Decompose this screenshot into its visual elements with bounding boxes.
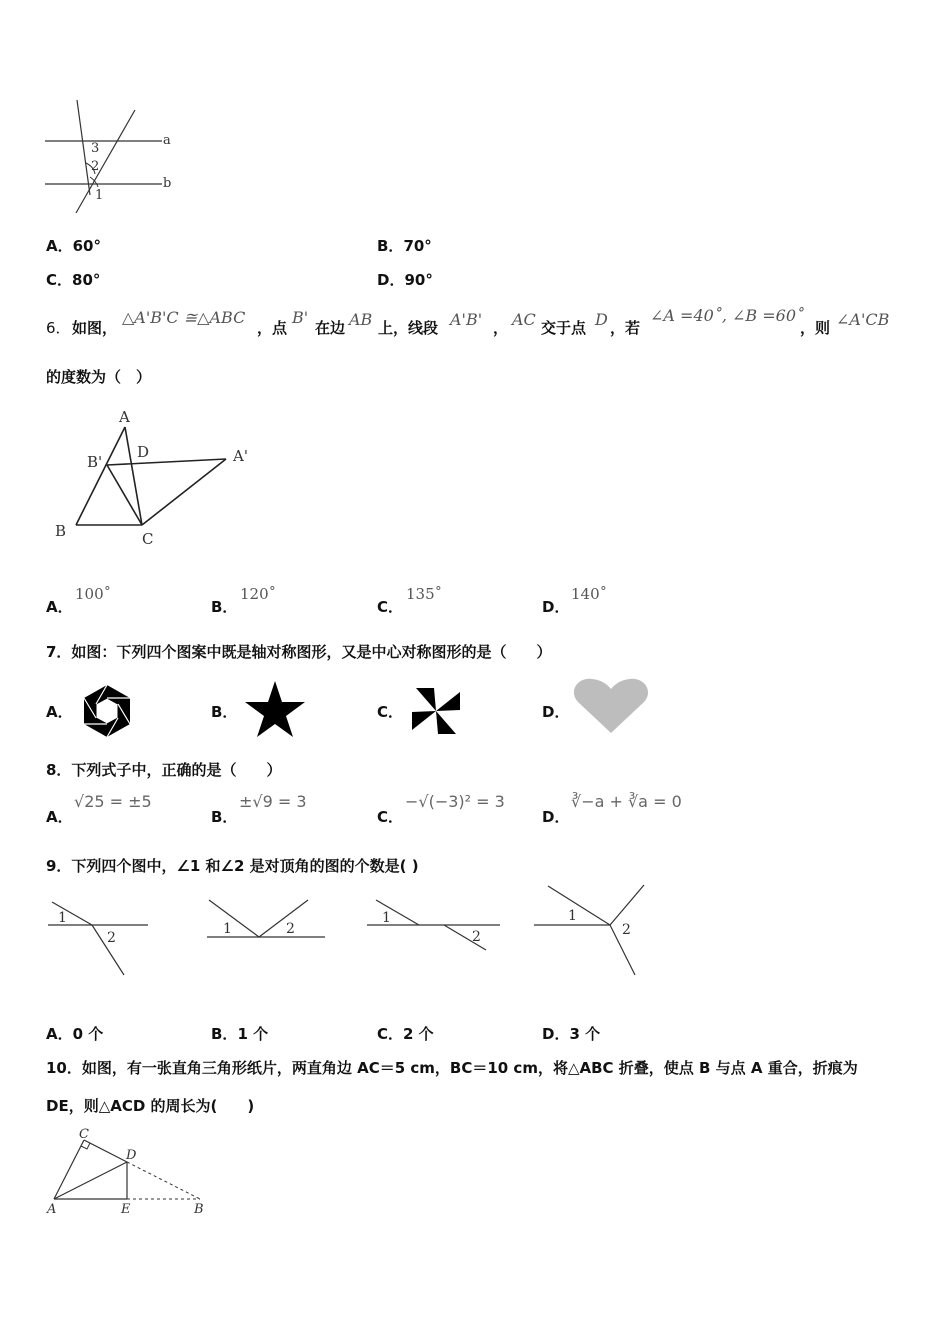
- q6-math-ab: AB: [349, 310, 373, 329]
- option-letter: D．: [377, 271, 405, 289]
- q8-option-a-letter[interactable]: A．: [46, 808, 73, 826]
- q7-text: 7．如图：下列四个图案中既是轴对称图形，又是中心对称图形的是（ ）: [46, 643, 552, 661]
- option-letter: C．: [46, 271, 73, 289]
- star-icon: [244, 680, 306, 738]
- q6-text-6: 交于点: [541, 319, 587, 337]
- q6-text-7: ，若: [610, 319, 641, 337]
- q6-math-ac: AC: [512, 310, 536, 329]
- option-text: 2 个: [403, 1025, 434, 1043]
- q10-label-b: B: [194, 1202, 204, 1217]
- option-letter: C．: [377, 1025, 404, 1043]
- q10-label-a: A: [47, 1202, 57, 1217]
- q6-label-a: A: [119, 408, 130, 426]
- q5-option-a[interactable]: [46, 236, 101, 256]
- q6-text-8: ，则: [800, 319, 831, 337]
- q6-number: 6．: [46, 319, 71, 337]
- q10-label-e: E: [121, 1202, 131, 1217]
- q6-figure: [45, 405, 260, 555]
- q6-math-a1cb: ∠A'CB: [836, 310, 890, 329]
- q6-math-a1b1: A'B': [450, 310, 483, 329]
- option-text: 1 个: [237, 1025, 269, 1043]
- q9-f1-label-1: 1: [58, 910, 67, 926]
- option-letter: D．: [542, 1025, 570, 1043]
- q10-line2: DE，则△ACD 的周长为( ): [46, 1097, 255, 1115]
- q6-option-a-value: 100˚: [75, 585, 112, 603]
- q6-option-b-letter[interactable]: B．: [211, 598, 238, 616]
- q9-figure-3: [364, 890, 504, 960]
- option-text: 3 个: [569, 1025, 601, 1043]
- q5-label-3: 3: [91, 141, 100, 156]
- q8-option-d-expr: ∛−a + ∛a = 0: [571, 792, 682, 811]
- q8-option-d-letter[interactable]: D．: [542, 808, 570, 826]
- q6-label-b: B: [55, 522, 67, 540]
- q6-text-1: 如图，: [72, 319, 118, 337]
- option-letter: A．: [46, 237, 73, 255]
- q9-f4-label-2: 2: [622, 922, 631, 938]
- pinwheel-icon: [408, 686, 464, 736]
- q6-label-a1: A': [233, 447, 248, 465]
- option-text: 80°: [72, 271, 101, 289]
- q9-f4-label-1: 1: [568, 908, 577, 924]
- q9-f2-label-2: 2: [286, 921, 295, 937]
- q9-option-b[interactable]: [211, 1024, 268, 1044]
- q8-text: 8．下列式子中，正确的是（ ）: [46, 761, 282, 779]
- q6-text-2: ，点: [257, 319, 288, 337]
- q5-option-b[interactable]: [377, 236, 432, 256]
- q8-option-b-expr: ±√9 = 3: [239, 792, 307, 811]
- q9-f3-label-2: 2: [472, 929, 481, 945]
- option-text: 90°: [404, 271, 433, 289]
- q7-option-d-letter[interactable]: D．: [542, 703, 570, 721]
- q6-text-4: 上，线段: [378, 319, 439, 337]
- q6-text-5: ，: [493, 319, 509, 337]
- q6-math-congruent: △A'B'C ≅△ABC: [122, 308, 246, 327]
- q6-line2: 的度数为（ ）: [46, 368, 152, 386]
- q9-f2-label-1: 1: [223, 921, 232, 937]
- q6-math-b1: B': [292, 308, 309, 327]
- q6-text-3: 在边: [315, 319, 346, 337]
- q10-label-c: C: [79, 1127, 89, 1142]
- q9-f1-label-2: 2: [107, 930, 116, 946]
- q9-option-d[interactable]: [542, 1024, 600, 1044]
- q8-option-c-expr: −√(−3)² = 3: [405, 792, 505, 811]
- option-text: 0 个: [72, 1025, 104, 1043]
- option-text: 60°: [72, 237, 101, 255]
- q7-option-c-letter[interactable]: C．: [377, 703, 404, 721]
- hexagon-ring-icon: [79, 683, 135, 739]
- q9-text: 9．下列四个图中，∠1 和∠2 是对顶角的图的个数是( ): [46, 857, 419, 875]
- q10-figure: [42, 1125, 217, 1220]
- q9-f3-label-1: 1: [382, 910, 391, 926]
- q6-option-a-letter[interactable]: A．: [46, 598, 73, 616]
- q5-figure: [40, 95, 180, 220]
- q10-label-d: D: [126, 1148, 137, 1163]
- q6-label-d: D: [137, 443, 150, 461]
- q6-math-angles: ∠A =40˚, ∠B =60˚: [650, 306, 804, 325]
- q9-figure-4: [530, 882, 650, 982]
- q9-option-c[interactable]: [377, 1024, 434, 1044]
- option-letter: A．: [46, 1025, 73, 1043]
- q6-option-c-value: 135˚: [406, 585, 443, 603]
- q6-option-b-value: 120˚: [240, 585, 277, 603]
- q7-option-b-letter[interactable]: B．: [211, 703, 238, 721]
- heart-icon: [572, 676, 650, 734]
- q6-option-d-letter[interactable]: D．: [542, 598, 570, 616]
- option-letter: B．: [377, 237, 404, 255]
- q8-option-c-letter[interactable]: C．: [377, 808, 404, 826]
- q6-option-d-value: 140˚: [571, 585, 608, 603]
- q8-option-b-letter[interactable]: B．: [211, 808, 238, 826]
- q6-label-b1: B': [87, 453, 103, 471]
- q9-option-a[interactable]: [46, 1024, 103, 1044]
- q6-label-c: C: [142, 530, 154, 548]
- q8-option-a-expr: √25 = ±5: [74, 792, 152, 811]
- q5-label-2: 2: [91, 159, 100, 174]
- option-letter: B．: [211, 1025, 238, 1043]
- q10-line1: 10．如图，有一张直角三角形纸片，两直角边 AC＝5 cm，BC＝10 cm，将△ABC 折叠，使点 B 与点 A 重合，折痕为: [46, 1059, 858, 1077]
- q5-label-1: 1: [95, 188, 104, 203]
- q7-option-a-letter[interactable]: A．: [46, 703, 73, 721]
- q5-label-b: b: [163, 176, 172, 191]
- q6-math-d: D: [595, 310, 608, 329]
- option-text: 70°: [403, 237, 432, 255]
- q5-label-a: a: [163, 133, 171, 148]
- q9-figure-1: [44, 890, 154, 980]
- q6-option-c-letter[interactable]: C．: [377, 598, 404, 616]
- q9-figure-2: [204, 890, 329, 950]
- q5-option-d[interactable]: [377, 270, 433, 290]
- q5-option-c[interactable]: [46, 270, 100, 290]
